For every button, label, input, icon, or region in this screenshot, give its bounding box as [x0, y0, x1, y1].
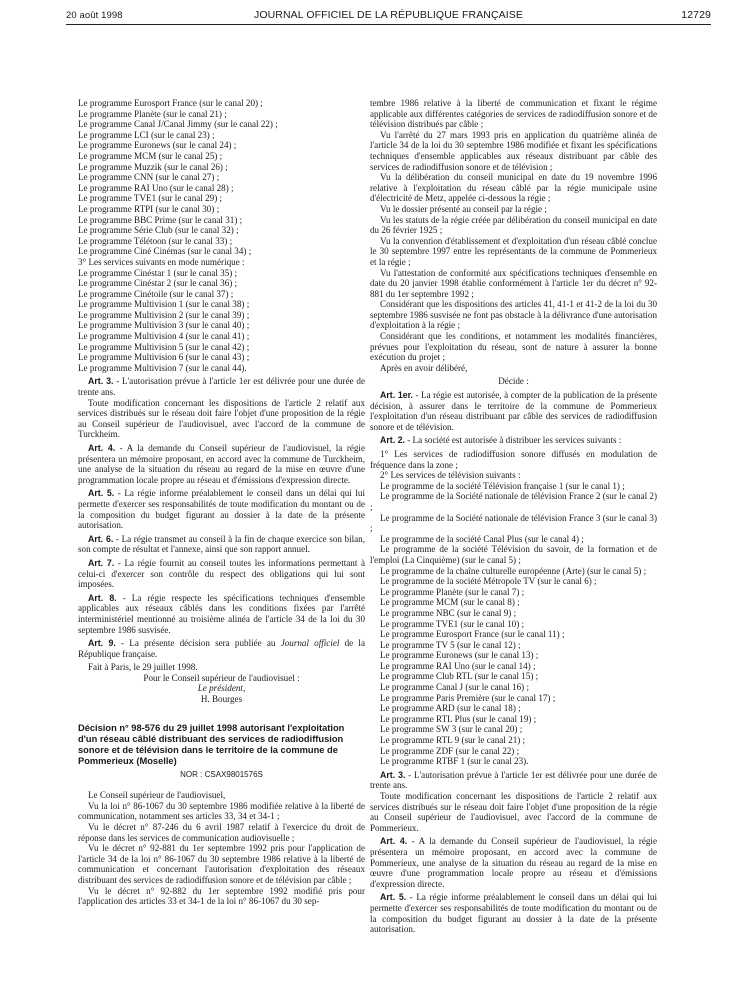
article-label: Art. 9. — [88, 638, 116, 649]
visa-continuation: tembre 1986 relative à la liberté de communication et fixant le régime applicable aux différentes catégories de services de radiodiffusion sonore et de télévision distribués par câble ; — [370, 98, 657, 130]
list-item: Le programme de la chaîne culturelle européenne (Arte) (sur le canal 5) ; — [380, 565, 647, 576]
list-item: Le programme de la Société nationale de télévision France 2 (sur le canal 2) ; — [370, 491, 657, 512]
left-column — [78, 98, 365, 907]
article-label: Art. 8. — [88, 592, 117, 603]
list-item: Le programme Club RTL (sur le canal 15) ; — [380, 671, 539, 682]
article-text: - La régie fournit au conseil toutes les informations permettant à celui-ci d'exercer son contrôle du respect des obligations qui lui sont imposées. — [78, 557, 365, 590]
visa: Vu le décret n° 87-246 du 6 avril 1987 relatif à l'exercice du droit de réponse dans les services de communication audiovisuelle ; — [78, 822, 365, 843]
list-item: Le programme CNN (sur le canal 27) ; — [78, 172, 220, 183]
list-item: Le programme RTBF 1 (sur le canal 23). — [380, 756, 529, 767]
article-3 — [370, 770, 657, 791]
tv-programme-list — [370, 481, 657, 767]
article-text: - La régie respecte les spécifications techniques d'ensemble applicables aux réseaux câblés dans les conditions fixées par l'arrêté interministériel mentionné au troisième alinéa de l'article 34 de la loi du 30 septembre 1986 susvisée. — [78, 592, 365, 635]
numeric-programme-list — [78, 268, 365, 374]
council-intro: Le Conseil supérieur de l'audiovisuel, — [88, 790, 226, 801]
list-item: Le programme Multivision 5 (sur le canal 42) ; — [78, 341, 250, 352]
list-item: Le programme RTL Plus (sur le canal 19) ; — [380, 713, 537, 724]
page-number: 12729 — [681, 9, 711, 21]
article-label: Art. 1er. — [380, 390, 413, 401]
list-item: Le programme de la société Télévision française 1 (sur le canal 1) ; — [380, 480, 625, 491]
article-1 — [370, 390, 657, 432]
visa: Vu le décret n° 92-881 du 1er septembre 1992 pris pour l'application de l'article 34 de la loi n° 86-1067 du 30 septembre 1986 relative à la liberté de communication et concernant l'autorisation d'exploitation des réseaux distribuant des services de radiodiffusion sonore et de télévision par câble ; — [78, 843, 365, 885]
list-item: Le programme Ciné Cinémas (sur le canal 34) ; — [78, 246, 252, 257]
article-5 — [78, 488, 365, 530]
article-label: Art. 2. — [380, 435, 405, 446]
list-item: Le programme Cinéstar 1 (sur le canal 35) ; — [78, 267, 238, 278]
visa: Vu la délibération du conseil municipal en date du 19 novembre 1996 relative à l'exploitation du réseau câblé par la régie municipale usine d'électricité de Metz, appelée ci-dessous la régie ; — [370, 172, 657, 204]
list-item: Le programme Cinétoile (sur le canal 37) ; — [78, 288, 234, 299]
list-item: Le programme Cinéstar 2 (sur le canal 36) ; — [78, 278, 238, 289]
article-label: Art. 6. — [88, 533, 114, 544]
list-item: Le programme Euronews (sur le canal 24) ; — [78, 140, 237, 151]
list-item: Le programme TVE1 (sur le canal 29) ; — [78, 193, 223, 204]
article-label: Art. 4. — [88, 443, 116, 453]
article-label: Art. 3. — [88, 376, 114, 387]
article-6 — [78, 534, 365, 555]
numeric-services-intro: 3° Les services suivants en mode numérique : — [78, 256, 245, 267]
article-label: Art. 5. — [380, 892, 407, 903]
article-label: Art. 4. — [380, 836, 408, 847]
list-item: Le programme TV 5 (sur le canal 12) ; — [380, 639, 521, 650]
list-item: Le programme Multivision 4 (sur le canal 41) ; — [78, 331, 250, 342]
list-item: Le programme NBC (sur le canal 9) ; — [380, 607, 517, 618]
list-item: Le programme RTL 9 (sur le canal 21) ; — [380, 735, 526, 746]
list-item: Le programme Eurosport France (sur le canal 20) ; — [78, 98, 263, 108]
list-item: Le programme Série Club (sur le canal 32) ; — [78, 225, 239, 236]
list-item: Le programme Télétoon (sur le canal 33) ; — [78, 235, 233, 246]
deliberation: Après en avoir délibéré, — [380, 362, 468, 373]
programme-list — [78, 98, 365, 257]
visa: Vu la loi n° 86-1067 du 30 septembre 1986 modifiée relative à la liberté de communication, notamment ses articles 33, 34 et 34-1 ; — [78, 800, 365, 822]
page-header — [66, 8, 711, 24]
list-item: Le programme Multivision 6 (sur le canal 43) ; — [78, 352, 250, 363]
considerant: Considérant que les dispositions des articles 41, 41-1 et 41-2 de la loi du 30 septembre 1986 susvisée ne font pas obstacle à la délivrance d'une autorisation d'exploitation à la régie ; — [370, 299, 657, 331]
list-item: Le programme Multivision 1 (sur le canal 38) ; — [78, 299, 250, 310]
article-text: - La société est autorisée à distribuer les services suivants : — [404, 435, 622, 446]
article-text: - L'autorisation prévue à l'article 1er est délivrée pour une durée de trente ans. — [370, 769, 657, 791]
header-rule — [66, 24, 711, 25]
article-5 — [370, 892, 657, 934]
signatory-name: H. Bourges — [200, 694, 243, 705]
list-item: Le programme MCM (sur le canal 8) ; — [380, 597, 520, 608]
list-item: Le programme TVE1 (sur le canal 10) ; — [380, 618, 525, 629]
list-item: Le programme LCI (sur le canal 23) ; — [78, 129, 215, 140]
tv-services-intro: 2° Les services de télévision suivants : — [380, 470, 521, 481]
journal-reference: Journal officiel — [280, 638, 340, 649]
list-item: Le programme Multivision 3 (sur le canal 40) ; — [78, 320, 250, 331]
article-4 — [78, 443, 365, 485]
considerant: Considérant que les conditions, et notamment les modalités financières, prévues pour l'exploitation du réseau, sont de nature à assurer la bonne exécution du projet ; — [370, 331, 657, 363]
header-date: 20 août 1998 — [66, 10, 123, 21]
list-item: Le programme Canal J/Canal Jimmy (sur le canal 22) ; — [78, 119, 278, 130]
decide-heading: Décide : — [498, 376, 529, 387]
list-item: Le programme ARD (sur le canal 18) ; — [380, 703, 521, 714]
list-item: Le programme BBC Prime (sur le canal 31) ; — [78, 214, 243, 225]
list-item: Le programme Planète (sur le canal 21) ; — [78, 108, 227, 119]
article-4 — [370, 836, 657, 889]
article-label: Art. 7. — [88, 557, 115, 568]
list-item: Le programme Planète (sur le canal 7) ; — [380, 586, 525, 597]
list-item: Le programme Multivision 7 (sur le canal 44). — [78, 362, 247, 373]
visa: Vu la convention d'établissement et d'exploitation d'un réseau câblé conclue le 30 septembre 1997 entre les représentants de la commune de Pommerieux et la régie ; — [370, 235, 657, 267]
article-text: - La régie informe préalablement le conseil dans un délai qui lui permette d'exercer ses responsabilités de toute modification du montant ou de la composition du budget figurant au dossier à la date de la présente autorisation. — [370, 892, 657, 935]
signature-place-date: Fait à Paris, le 29 juillet 1998. — [88, 662, 198, 673]
list-item: Le programme de la société Métropole TV (sur le canal 6) ; — [380, 576, 597, 587]
signatory-title: Le président, — [197, 683, 246, 694]
list-item: Le programme Eurosport France (sur le canal 11) ; — [380, 629, 565, 640]
article-text: - La régie informe préalablement le conseil dans un délai qui lui permette d'exercer ses responsabilités de toute modification du montant ou de la composition du budget figurant au dossier à la date de la présente autorisation. — [78, 488, 365, 531]
journal-title: JOURNAL OFFICIEL DE LA RÉPUBLIQUE FRANÇAISE — [254, 9, 523, 21]
list-item: Le programme ZDF (sur le canal 22) ; — [380, 745, 520, 756]
article-text: - A la demande du Conseil supérieur de l'audiovisuel, la régie présentera un mémoire proposant, en accord avec la commune de Turckheim, une analyse de la situation du réseau au regard de la mise en œuvre d'une programmation locale propre au réseau et d'émissions d'expression directe. — [78, 443, 365, 485]
visa: Vu le décret n° 92-882 du 1er septembre 1992 modifié pris pour l'application des articles 33 et 34-1 de la loi n° 86-1067 du 30 sep- — [78, 885, 365, 907]
article-7 — [78, 558, 365, 590]
right-column — [370, 98, 657, 935]
article-text: - La régie est autorisée, à compter de la publication de la présente décision, à assurer dans le territoire de la commune de Pommerieux l'exploitation d'un réseau distribuant par câble des services de radiodiffusion sonore et de télévision. — [370, 390, 657, 432]
list-item: Le programme Canal J (sur le canal 16) ; — [380, 682, 529, 693]
decision-title: Décision n° 98-576 du 29 juillet 1998 autorisant l'exploitation d'un réseau câblé distribuant des services de radiodiffusion sonore et de télévision dans le territoire de la commune de Pommerieux (Moselle) — [78, 722, 345, 766]
visa: Vu l'arrêté du 27 mars 1993 pris en application du quatrième alinéa de l'article 34 de la loi du 30 septembre 1986 modifiée et fixant les spécifications techniques d'ensemble applicables aux réseaux distribuant par câble des services de radiodiffusion sonore et de télévision ; — [370, 129, 657, 172]
list-item: Le programme Paris Première (sur le canal 17) ; — [380, 692, 556, 703]
list-item: Le programme RTPI (sur le canal 30) ; — [78, 203, 220, 214]
list-item: Le programme RAI Uno (sur le canal 14) ; — [380, 660, 536, 671]
list-item: Le programme de la société Télévision du savoir, de la formation et de l'emploi (La Cinquième) (sur le canal 5) ; — [370, 544, 657, 565]
article-label: Art. 3. — [380, 769, 406, 780]
article-2 — [370, 435, 657, 446]
list-item: Le programme RAI Uno (sur le canal 28) ; — [78, 182, 234, 193]
list-item: Le programme Muzzik (sur le canal 26) ; — [78, 161, 228, 172]
article-9 — [78, 638, 365, 659]
article-text: - La régie transmet au conseil à la fin de chaque exercice son bilan, son compte de résultat et l'annexe, ainsi que son rapport annuel. — [78, 533, 365, 555]
nor-reference: NOR : CSAX9801576S — [180, 769, 263, 779]
list-item: Le programme de la Société nationale de télévision France 3 (sur le canal 3) ; — [370, 512, 657, 534]
article-label: Art. 5. — [88, 488, 115, 499]
article-text: - La présente décision sera publiée au — [115, 638, 281, 649]
visa: Vu le dossier présenté au conseil par la régie ; — [380, 203, 547, 214]
list-item: Le programme Euronews (sur le canal 13) ; — [380, 650, 539, 661]
article-3-paragraph: Toute modification concernant les dispositions de l'article 2 relatif aux services distribués sur le réseau doit faire l'objet d'une proposition de la régie au Conseil supérieur de l'audiovisuel, avec l'accord de la commune de Pommerieux. — [370, 791, 657, 833]
list-item: Le programme MCM (sur le canal 25) ; — [78, 150, 223, 161]
article-text: de la République française. — [78, 638, 365, 659]
article-8 — [78, 593, 365, 635]
list-item: Le programme de la société Canal Plus (sur le canal 4) ; — [380, 533, 584, 544]
article-3-paragraph: Toute modification concernant les dispositions de l'article 2 relatif aux services distribués sur le réseau doit faire l'objet d'une proposition de la régie au Conseil supérieur de l'audiovisuel, avec l'accord de la commune de Turckheim. — [78, 397, 365, 440]
list-item: Le programme Multivision 2 (sur le canal 39) ; — [78, 309, 250, 320]
article-3 — [78, 376, 365, 397]
article-text: - A la demande du Conseil supérieur de l'audiovisuel, la régie présentera un mémoire proposant, en accord avec la commune de Pommerieux, une analyse de la situation du réseau au regard de la mise en œuvre d'une programmation locale propre au réseau et d'émissions d'expression directe. — [370, 836, 657, 889]
list-item: Le programme SW 3 (sur le canal 20) ; — [380, 724, 523, 735]
radio-services: 1° Les services de radiodiffusion sonore diffusés en modulation de fréquence dans la zone ; — [370, 449, 657, 470]
visa: Vu les statuts de la régie créée par délibération du conseil municipal en date du 26 février 1925 ; — [370, 214, 657, 236]
visa: Vu l'attestation de conformité aux spécifications techniques d'ensemble en date du 20 janvier 1998 établie conformément à l'article 1er du décret n° 92-881 du 1er septembre 1992 ; — [370, 267, 657, 299]
signatory-authority: Pour le Conseil supérieur de l'audiovisuel : — [143, 672, 300, 683]
article-text: - L'autorisation prévue à l'article 1er est délivrée pour une durée de trente ans. — [78, 376, 365, 398]
